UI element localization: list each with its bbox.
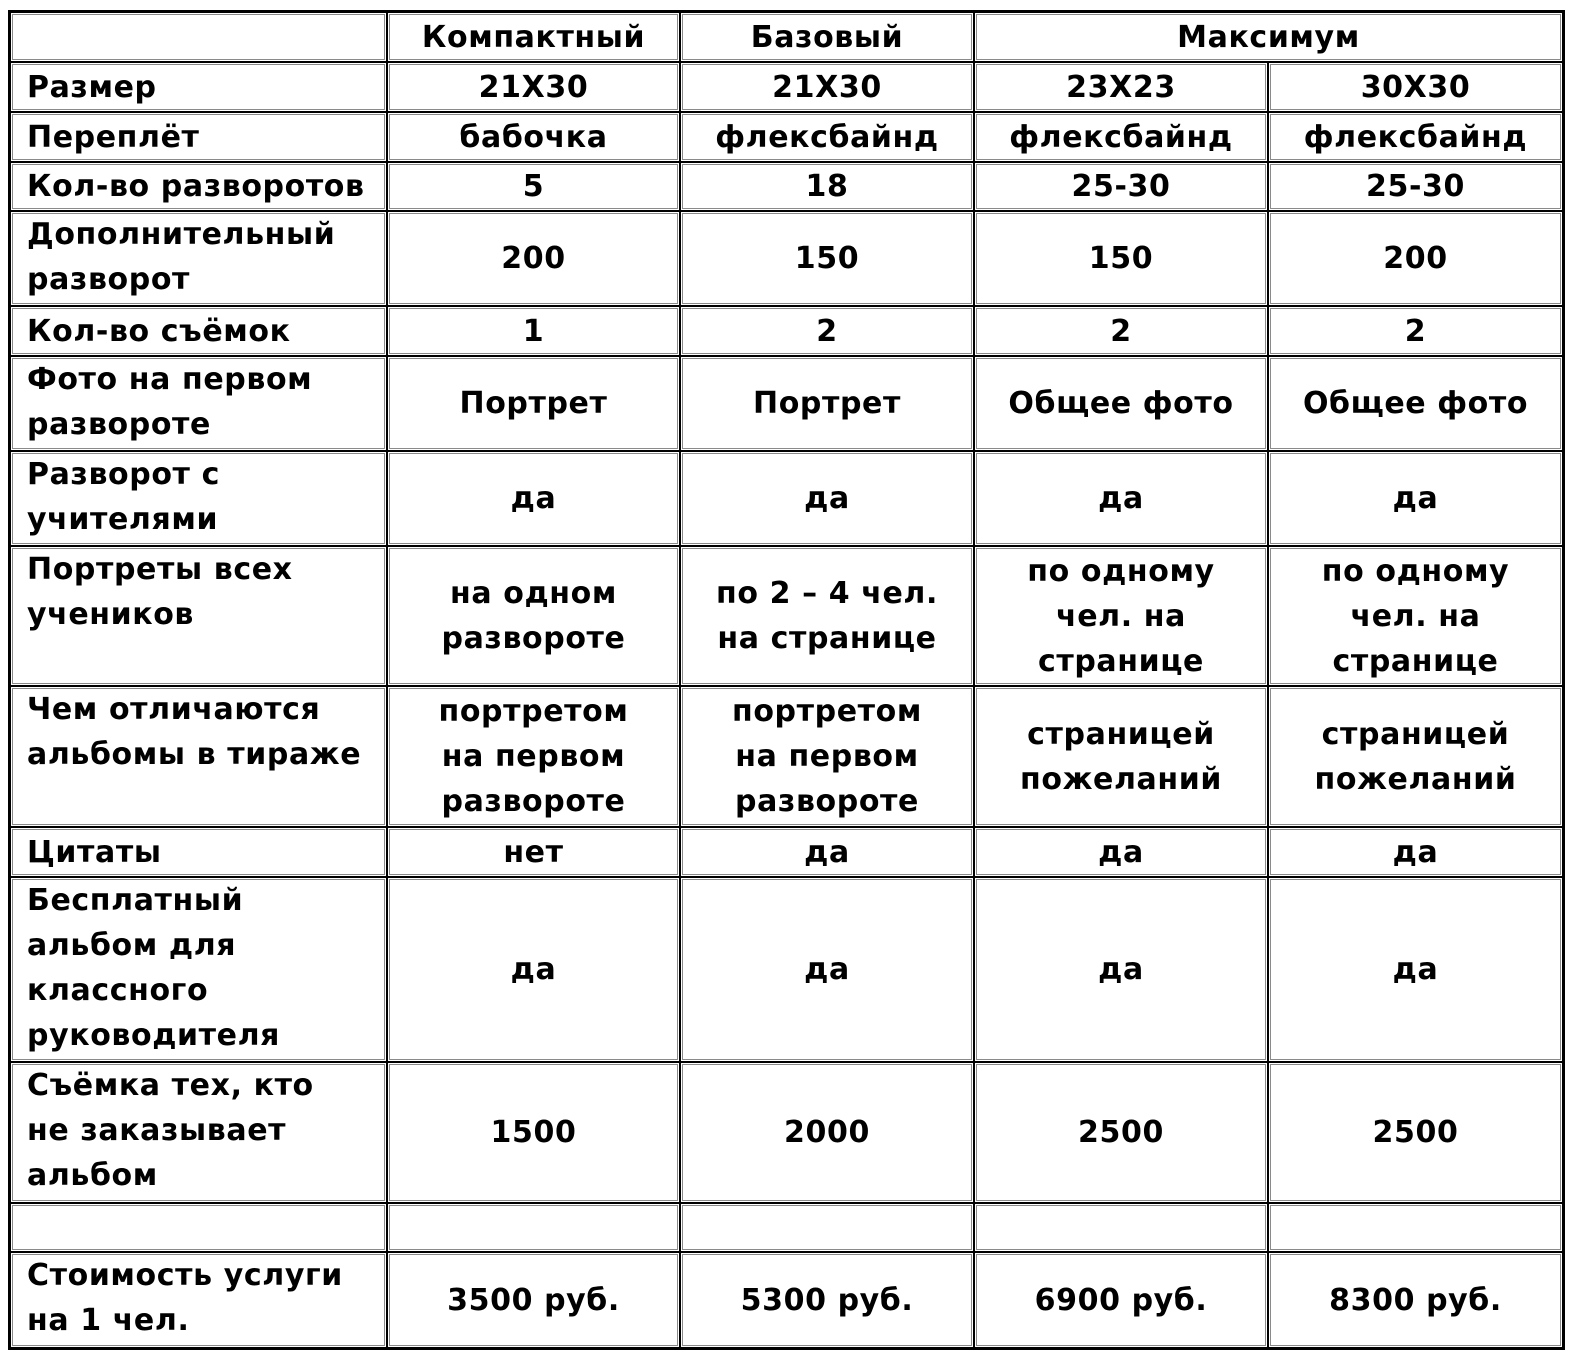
table-cell: 200 xyxy=(387,211,680,306)
table-cell xyxy=(387,546,680,686)
cell-line: страницей xyxy=(1027,716,1215,752)
table-cell: да xyxy=(387,451,680,546)
table-cell: Общее фото xyxy=(1268,356,1563,451)
table-cell: 2 xyxy=(1268,306,1563,356)
table-cell: 23X23 xyxy=(974,62,1268,112)
header-empty-cell xyxy=(10,12,387,62)
table-cell xyxy=(974,1203,1268,1252)
table-cell: флексбайнд xyxy=(680,112,974,162)
table-cell: Портрет xyxy=(680,356,974,451)
header-maximum: Максимум xyxy=(974,12,1563,62)
table-cell: 21X30 xyxy=(680,62,974,112)
table-row xyxy=(10,686,1563,827)
row-label: Кол-во съёмок xyxy=(10,306,387,356)
cell-line: на одном xyxy=(450,576,617,611)
row-label xyxy=(10,546,387,686)
table-row xyxy=(10,827,1563,877)
table-cell: да xyxy=(1268,877,1563,1062)
table-cell: да xyxy=(680,451,974,546)
row-label: Цитаты xyxy=(10,827,387,877)
row-label xyxy=(10,877,387,1062)
row-label: Кол-во разворотов xyxy=(10,162,387,211)
label-line: Чем отличаются xyxy=(27,692,321,727)
table-cell: да xyxy=(387,877,680,1062)
price-cell: 6900 руб. xyxy=(974,1252,1268,1348)
table-row xyxy=(10,62,1563,112)
cell-line: по 2 – 4 чел. xyxy=(716,576,938,611)
label-line: Бесплатный xyxy=(27,883,244,918)
label-line: альбом xyxy=(27,1158,158,1193)
table-cell: да xyxy=(680,877,974,1062)
empty-row xyxy=(10,1203,1563,1252)
cell-line: страницей xyxy=(1321,716,1510,752)
table-cell xyxy=(974,546,1268,686)
price-cell: 3500 руб. xyxy=(387,1252,680,1348)
table-cell: 1500 xyxy=(387,1062,680,1203)
table-cell: нет xyxy=(387,827,680,877)
label-line: альбомы в тираже xyxy=(27,737,362,772)
table-row xyxy=(10,112,1563,162)
row-label: Размер xyxy=(10,62,387,112)
table-cell: да xyxy=(974,877,1268,1062)
cell-line: портретом xyxy=(438,694,629,729)
cell-line: пожеланий xyxy=(1020,761,1222,797)
table-cell: 2500 xyxy=(974,1062,1268,1203)
header-basic: Базовый xyxy=(680,12,974,62)
table-cell: Портрет xyxy=(387,356,680,451)
table-cell: да xyxy=(974,451,1268,546)
table-cell xyxy=(1268,686,1563,827)
row-label xyxy=(10,356,387,451)
label-line: Фото на первом xyxy=(27,362,313,397)
table-cell: 25-30 xyxy=(974,162,1268,211)
cell-line: развороте xyxy=(735,784,919,819)
table-cell: 150 xyxy=(680,211,974,306)
row-label xyxy=(10,451,387,546)
header-row xyxy=(10,12,1563,62)
table-cell: да xyxy=(680,827,974,877)
header-compact: Компактный xyxy=(387,12,680,62)
table-cell: да xyxy=(1268,827,1563,877)
price-cell: 5300 руб. xyxy=(680,1252,974,1348)
label-line: на 1 чел. xyxy=(27,1303,190,1338)
label-line: Стоимость услуги xyxy=(27,1258,343,1293)
table-cell: 2500 xyxy=(1268,1062,1563,1203)
cell-line: развороте xyxy=(441,784,626,819)
label-line: альбом для xyxy=(27,928,237,963)
cell-line: пожеланий xyxy=(1314,761,1517,797)
label-line: Съёмка тех, кто xyxy=(27,1068,314,1103)
table-cell: 2 xyxy=(974,306,1268,356)
cell-line: на первом xyxy=(441,739,626,774)
label-line: классного xyxy=(27,973,209,1008)
table-cell: 25-30 xyxy=(1268,162,1563,211)
table-row xyxy=(10,211,1563,306)
table-cell: 200 xyxy=(1268,211,1563,306)
table-row xyxy=(10,162,1563,211)
row-label xyxy=(10,1062,387,1203)
cell-line: странице xyxy=(1037,643,1205,679)
table-row xyxy=(10,306,1563,356)
label-line: учителями xyxy=(27,502,219,537)
cell-line: развороте xyxy=(441,621,626,656)
table-row xyxy=(10,877,1563,1062)
label-line: руководителя xyxy=(27,1018,281,1053)
cell-line: по одному xyxy=(1027,553,1215,589)
table-cell: бабочка xyxy=(387,112,680,162)
table-cell xyxy=(1268,1203,1563,1252)
table-cell xyxy=(387,686,680,827)
table-cell: 30X30 xyxy=(1268,62,1563,112)
label-line: Портреты всех xyxy=(27,552,293,587)
row-label xyxy=(10,1252,387,1348)
row-label xyxy=(10,686,387,827)
table-cell: 2 xyxy=(680,306,974,356)
table-cell: 1 xyxy=(387,306,680,356)
label-line: Дополнительный xyxy=(27,217,336,252)
cell-line: по одному xyxy=(1321,553,1510,589)
row-label: Переплёт xyxy=(10,112,387,162)
label-line: не заказывает xyxy=(27,1113,287,1148)
row-label xyxy=(10,211,387,306)
table-cell: 5 xyxy=(387,162,680,211)
table-row xyxy=(10,546,1563,686)
table-cell: 2000 xyxy=(680,1062,974,1203)
pricing-table xyxy=(8,10,1565,1350)
cell-line: странице xyxy=(1332,643,1499,679)
table-cell: Общее фото xyxy=(974,356,1268,451)
table-cell: 18 xyxy=(680,162,974,211)
cell-line: чел. на xyxy=(1056,598,1186,634)
table-cell: да xyxy=(974,827,1268,877)
table-cell xyxy=(680,686,974,827)
table-cell xyxy=(680,1203,974,1252)
cell-line: чел. на xyxy=(1350,598,1481,634)
cell-line: на странице xyxy=(717,621,937,656)
table-row xyxy=(10,451,1563,546)
table-cell: да xyxy=(1268,451,1563,546)
table-cell: 21X30 xyxy=(387,62,680,112)
price-cell: 8300 руб. xyxy=(1268,1252,1563,1348)
price-row xyxy=(10,1252,1563,1348)
label-line: учеников xyxy=(27,597,195,632)
table-cell xyxy=(1268,546,1563,686)
label-line: разворот xyxy=(27,262,191,297)
table-row xyxy=(10,356,1563,451)
table-cell xyxy=(974,686,1268,827)
row-label xyxy=(10,1203,387,1252)
table-cell: 150 xyxy=(974,211,1268,306)
table-cell xyxy=(680,546,974,686)
label-line: развороте xyxy=(27,407,211,442)
label-line: Разворот с xyxy=(27,457,220,492)
table-cell: флексбайнд xyxy=(974,112,1268,162)
table-row xyxy=(10,1062,1563,1203)
table-cell xyxy=(387,1203,680,1252)
cell-line: на первом xyxy=(735,739,919,774)
table-cell: флексбайнд xyxy=(1268,112,1563,162)
cell-line: портретом xyxy=(732,694,922,729)
